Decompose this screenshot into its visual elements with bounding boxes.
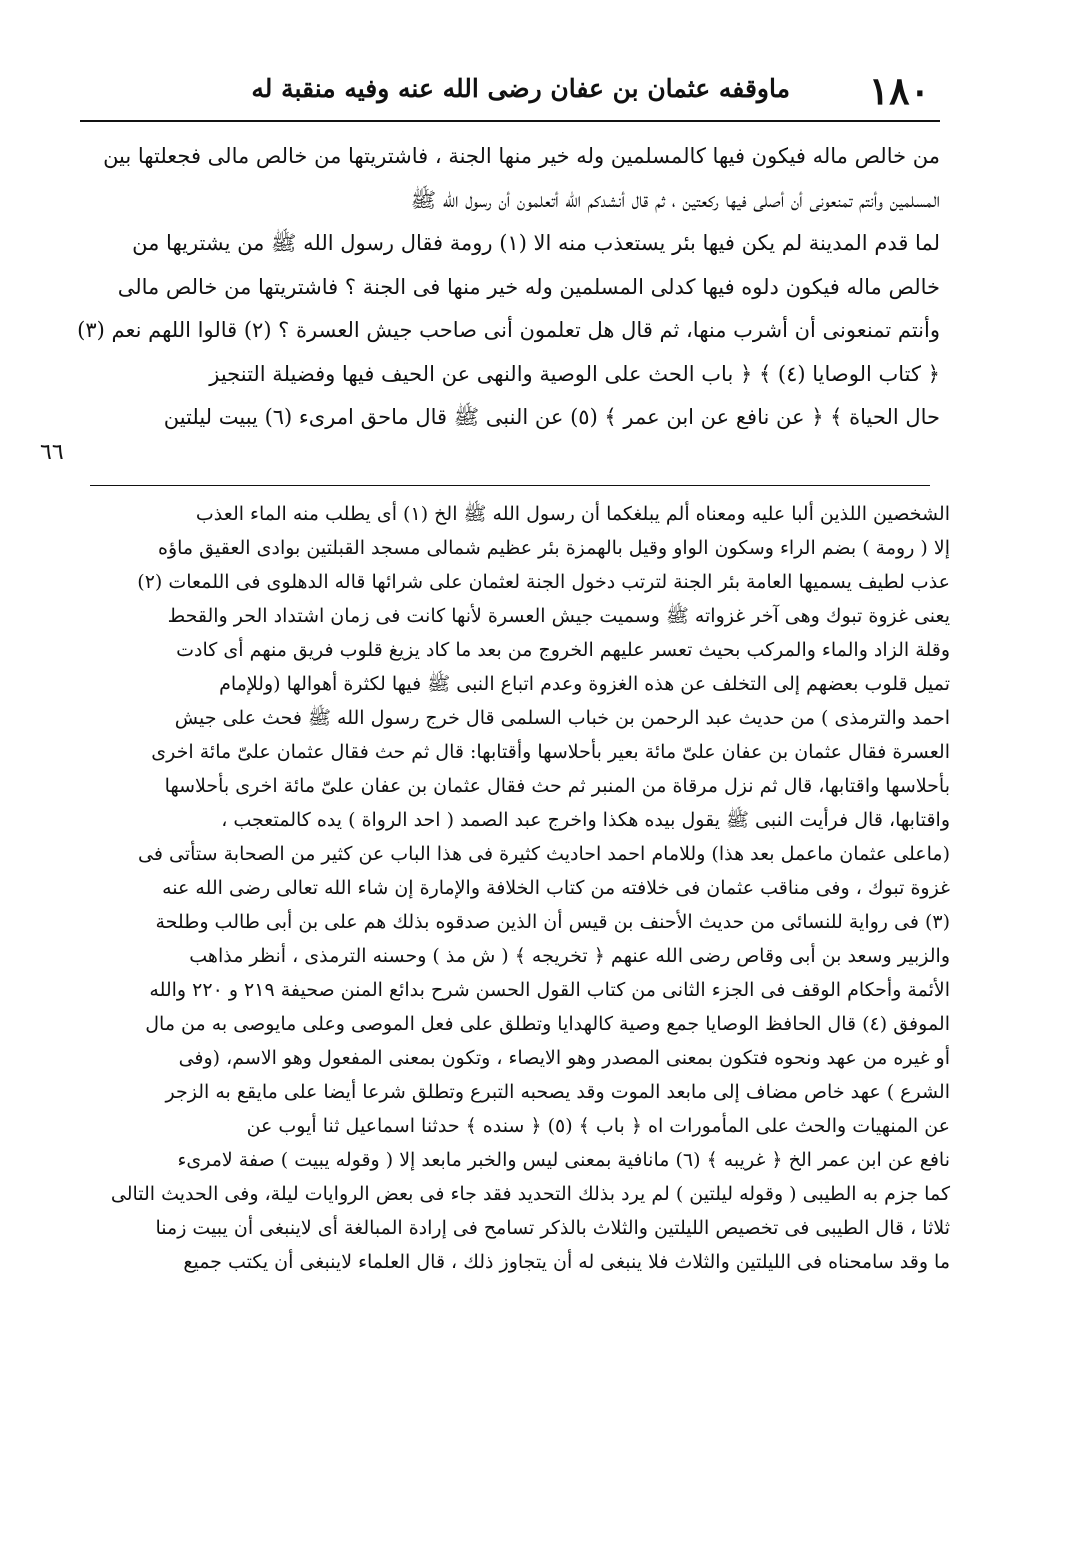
footnote-line: وقلة الزاد والماء والمركب بحيث تعسر عليهم الخروج من بعد ما كاد يزيغ قلوب فريق منهم أى كادت bbox=[176, 639, 950, 661]
footnote-line: نافع عن ابن عمر الخ ﴿ غريبه ﴾ (٦) مانافية بمعنى ليس والخبر مابعد إلا ( وقوله يبيت ) صفة لامرىء bbox=[177, 1149, 950, 1171]
footnote-line: الشخصين اللذين ألبا عليه ومعناه ألم يبلغكما أن رسول الله ﷺ الخ (١) أى يطلب منه الماء العذب bbox=[195, 503, 950, 525]
margin-hadith-number: ٦٦ bbox=[40, 440, 64, 465]
footnote-line: العسرة فقال عثمان بن عفان علىّ مائة بعير بأحلاسها وأقتابها: قال ثم حث فقال عثمان علىّ مائة اخرى bbox=[151, 741, 950, 763]
running-title: ماوقفه عثمان بن عفان رضى الله عنه وفيه منقبة له bbox=[251, 74, 790, 103]
main-text-line: من خالص ماله فيكون فيها كالمسلمين وله خير منها الجنة ، فاشتريتها من خالص مالى فجعلتها بين bbox=[103, 144, 940, 168]
footnote-line: الشرع ) عهد خاص مضاف إلى مابعد الموت وقد يصحبه التبرع وتطلق شرعا أيضا على مايقع به الزجر bbox=[165, 1081, 950, 1103]
footnote-line: عذب لطيف يسميها العامة بئر الجنة لترتب دخول الجنة لعثمان على شرائها قاله الدهلوى فى اللمعات (٢) bbox=[137, 571, 950, 593]
main-text-line: وأنتم تمنعونى أن أشرب منها، ثم قال هل تعلمون أنى صاحب جيش العسرة ؟ (٢) قالوا اللهم نعم (٣) bbox=[77, 318, 940, 342]
footnote-line: كما جزم به الطيبى ( وقوله ليلتين ) لم يرد بذلك التحديد فقد جاء فى بعض الروايات ليلة، وفى الحديث التالى bbox=[110, 1183, 950, 1205]
main-text-line: لما قدم المدينة لم يكن فيها بئر يستعذب منه الا (١) رومة فقال رسول الله ﷺ من يشتريها من bbox=[132, 231, 940, 255]
footnote-line: (ماعلى عثمان ماعمل بعد هذا) وللامام احمد احاديث كثيرة فى هذا الباب عن كثير من الصحابة ستأتى فى bbox=[138, 843, 950, 865]
page-header bbox=[80, 60, 940, 122]
footnote-line: تميل قلوب بعضهم إلى التخلف عن هذه الغزوة وعدم اتباع النبى ﷺ فيها لكثرة أهوالها (وللإمام bbox=[219, 673, 950, 695]
main-text-line: حال الحياة ﴾ ﴿ عن نافع عن ابن عمر ﴾ (٥) عن النبى ﷺ قال ماحق امرىء (٦) يبيت ليلتين bbox=[163, 405, 940, 429]
footnote-line: بأحلاسها واقتابها، قال ثم نزل مرقاة من المنبر ثم حث فقال عثمان بن عفان علىّ مائة اخرى بأحلاسها bbox=[164, 775, 950, 797]
footnote-line: يعنى غزوة تبوك وهى آخر غزواته ﷺ وسميت جيش العسرة لأنها كانت فى زمان اشتداد الحر والقحط bbox=[167, 605, 950, 627]
footnote-line: غزوة تبوك ، وفى مناقب عثمان فى خلافته من كتاب الخلافة والإمارة إن شاء الله تعالى رضى الله عنه bbox=[162, 877, 950, 899]
page-number: ١٨٠ bbox=[868, 68, 930, 113]
main-text-line: خالص ماله فيكون دلوه فيها كدلى المسلمين وله خير منها فى الجنة ؟ فاشتريتها من خالص مالى bbox=[117, 274, 940, 299]
footnote-line: عن المنهيات والحث على المأمورات اه ﴿ باب ﴾ (٥) ﴿ سنده ﴾ حدثنا اسماعيل ثنا أيوب عن bbox=[246, 1115, 950, 1137]
footnote-line: إلا ( رومة ) بضم الراء وسكون الواو وقيل بالهمزة بئر عظيم شمالى مسجد القبلتين بوادى العقيق ماؤه bbox=[158, 537, 950, 559]
chapter-heading-line: ﴿ كتاب الوصايا (٤) ﴾ ﴿ باب الحث على الوصية والنهى عن الحيف فيها وفضيلة التنجيز bbox=[209, 361, 940, 386]
footnote-line: الموفق (٤) قال الحافظ الوصايا جمع وصية كالهدايا وتطلق على فعل الموصى وعلى مايوصى به من مال bbox=[145, 1013, 950, 1035]
footnote-line: احمد والترمذى ) من حديث عبد الرحمن بن خباب السلمى قال خرج رسول الله ﷺ فحث على جيش bbox=[174, 707, 950, 729]
main-text bbox=[77, 135, 940, 440]
footnote-line: والزبير وسعد بن أبى وقاص رضى الله عنهم ﴿ تخريجه ﴾ ( ش مذ ) وحسنه الترمذى ، أنظر مذاهب bbox=[189, 945, 950, 967]
footnote-line: الأئمة وأحكام الوقف فى الجزء الثانى من كتاب القول الحسن شرح بدائع المنن صحيفة ٢١٩ و ٢٢٠ والله bbox=[149, 979, 950, 1001]
footnote-line: واقتابها، قال فرأيت النبى ﷺ يقول بيده هكذا واخرج عبد الصمد ( احد الرواة ) يده كالمتعجب ، bbox=[221, 809, 950, 831]
footnote-divider bbox=[90, 485, 930, 486]
footnote-line: أو غيره من عهد ونحوه فتكون بمعنى المصدر وهو الايصاء ، وتكون بمعنى المفعول وهو الاسم، (وفى bbox=[178, 1047, 950, 1069]
footnote-line: ثلاثا ، قال الطيبى فى تخصيص الليلتين والثلاث بالذكر تسامح فى إرادة المبالغة أى لاينبغى أن يبيت زمنا bbox=[155, 1217, 950, 1239]
footnotes bbox=[70, 497, 950, 1279]
footnote-line: (٣) فى رواية للنسائى من حديث الأحنف بن قيس أن الذين صدقوه بذلك هم على بن أبى طالب وطلحة bbox=[155, 911, 950, 933]
main-text-line: المسلمين وأنتم تمنعونى أن أصلى فيها ركعتين ، ثم قال أنشدكم الله أتعلمون أن رسول الله ﷺ bbox=[410, 187, 940, 212]
footnote-line: ما وقد سامحناه فى الليلتين والثلاث فلا ينبغى له أن يتجاوز ذلك ، قال العلماء لاينبغى أن يكتب جميع bbox=[183, 1251, 950, 1273]
